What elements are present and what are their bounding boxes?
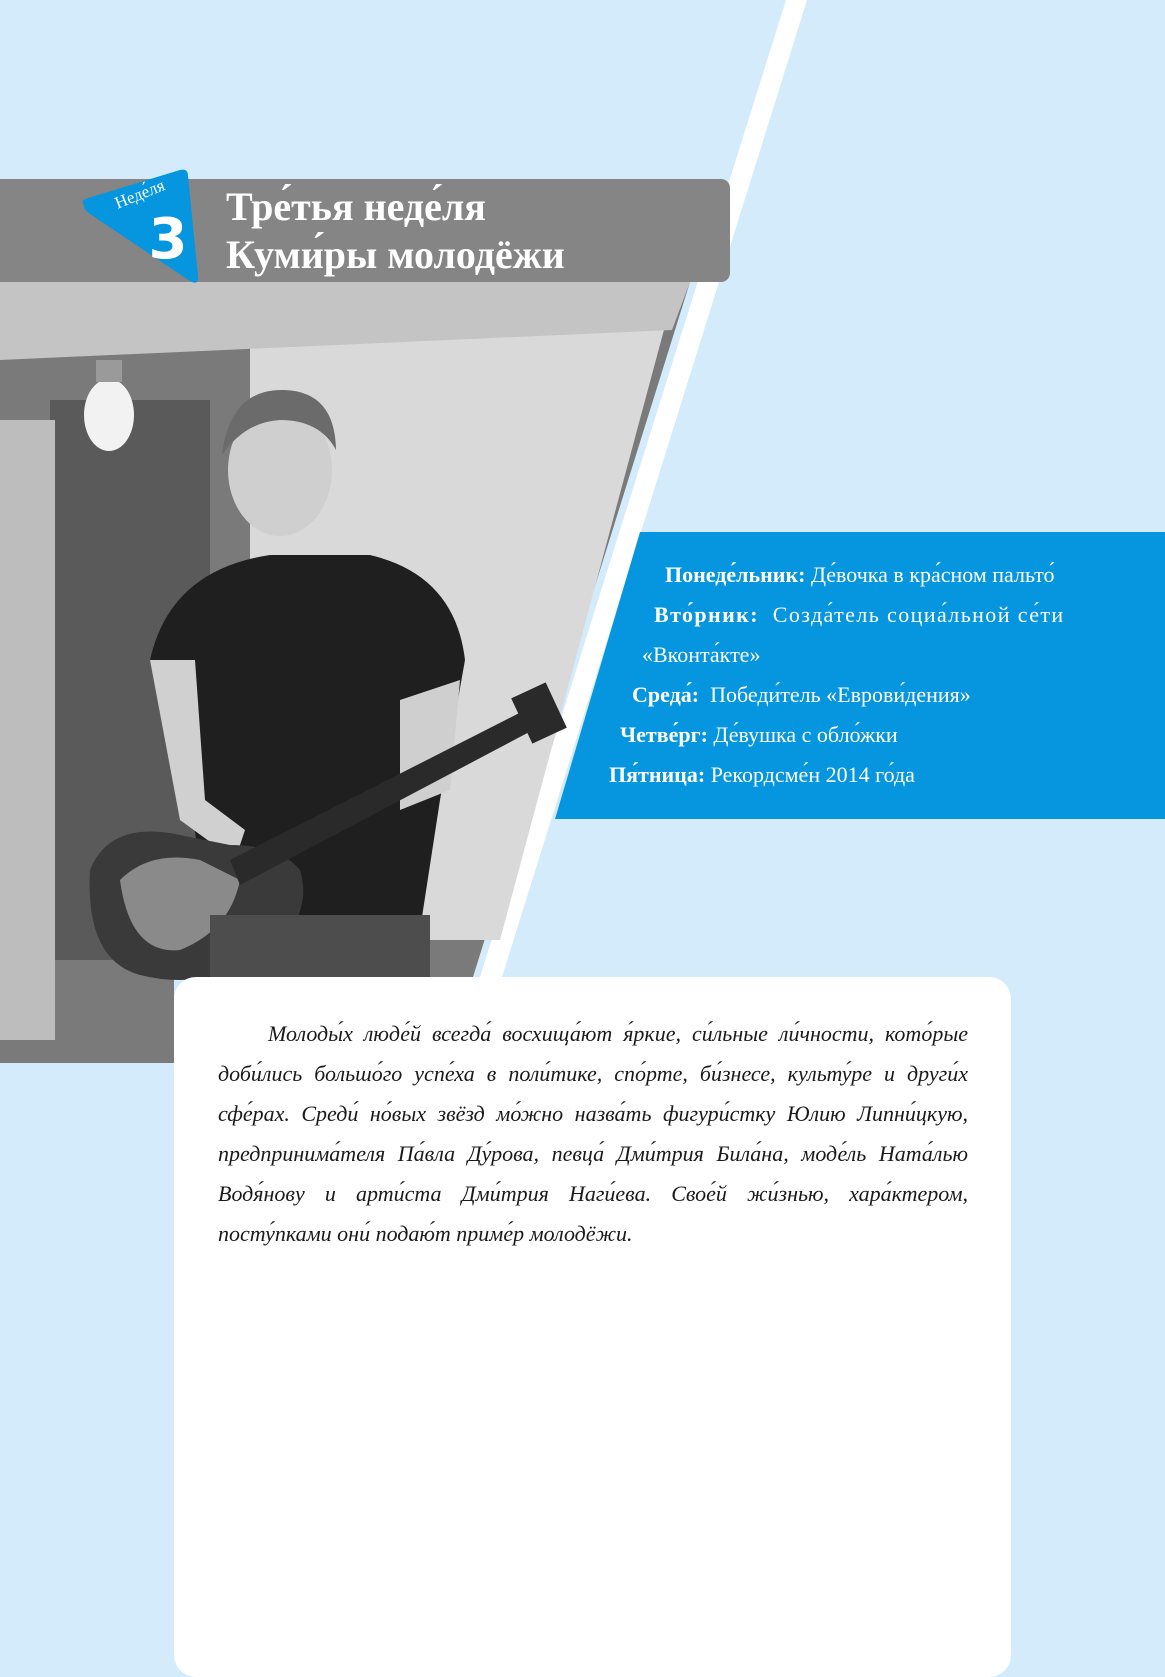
schedule-topic: Де́вочка в кра́сном пальто́ [811,562,1055,587]
schedule-topic: Созда́тель социа́льной се́ти [772,602,1065,627]
schedule-item-tuesday-cont [642,640,760,670]
schedule-item-tuesday [654,600,1065,630]
schedule-topic: Рекордсме́н 2014 го́да [710,762,915,787]
intro-paragraph: Молоды́х люде́й всегда́ восхища́ют я́ркие, си́льные ли́чности, кото́рые доби́лись большо́го успе́ха в поли́тике, спо́рте, би́знесе, культу́ре и други́х сфе́рах. Среди́ но́вых звёзд мо́жно назва́ть фигури́стку Юлию Липни́цкую, предпринима́теля Па́вла Ду́рова, певца́ Дми́трия Била́на, моде́ль Ната́лью Водя́нову и арти́ста Дми́трия Наги́ева. Свое́й жи́знью, хара́ктером, посту́пками они́ подаю́т приме́р молодёжи. [218,1021,968,1246]
week-badge-label: Неде́ля [112,175,168,213]
schedule-day: Среда́: [632,682,700,707]
week-badge-number: 3 [148,207,188,272]
title-line-1: Тре́тья неде́ля [226,184,486,229]
schedule-day: Пя́тница: [609,762,706,787]
schedule-day: Понеде́льник: [665,562,806,587]
schedule-item-monday [665,560,1055,590]
schedule-item-friday [609,760,915,790]
title-line-2: Куми́ры молодёжи [226,232,565,277]
schedule-topic: «Вконта́кте» [642,642,761,667]
schedule-item-thursday [620,720,898,750]
schedule-day: Вто́рник: [654,602,759,627]
schedule-topic: Де́вушка с обло́жки [713,722,898,747]
page-title [226,179,726,279]
schedule-item-wednesday [632,680,971,710]
schedule-day: Четве́рг: [620,722,708,747]
schedule-topic: Победи́тель «Еврови́дения» [710,682,971,707]
